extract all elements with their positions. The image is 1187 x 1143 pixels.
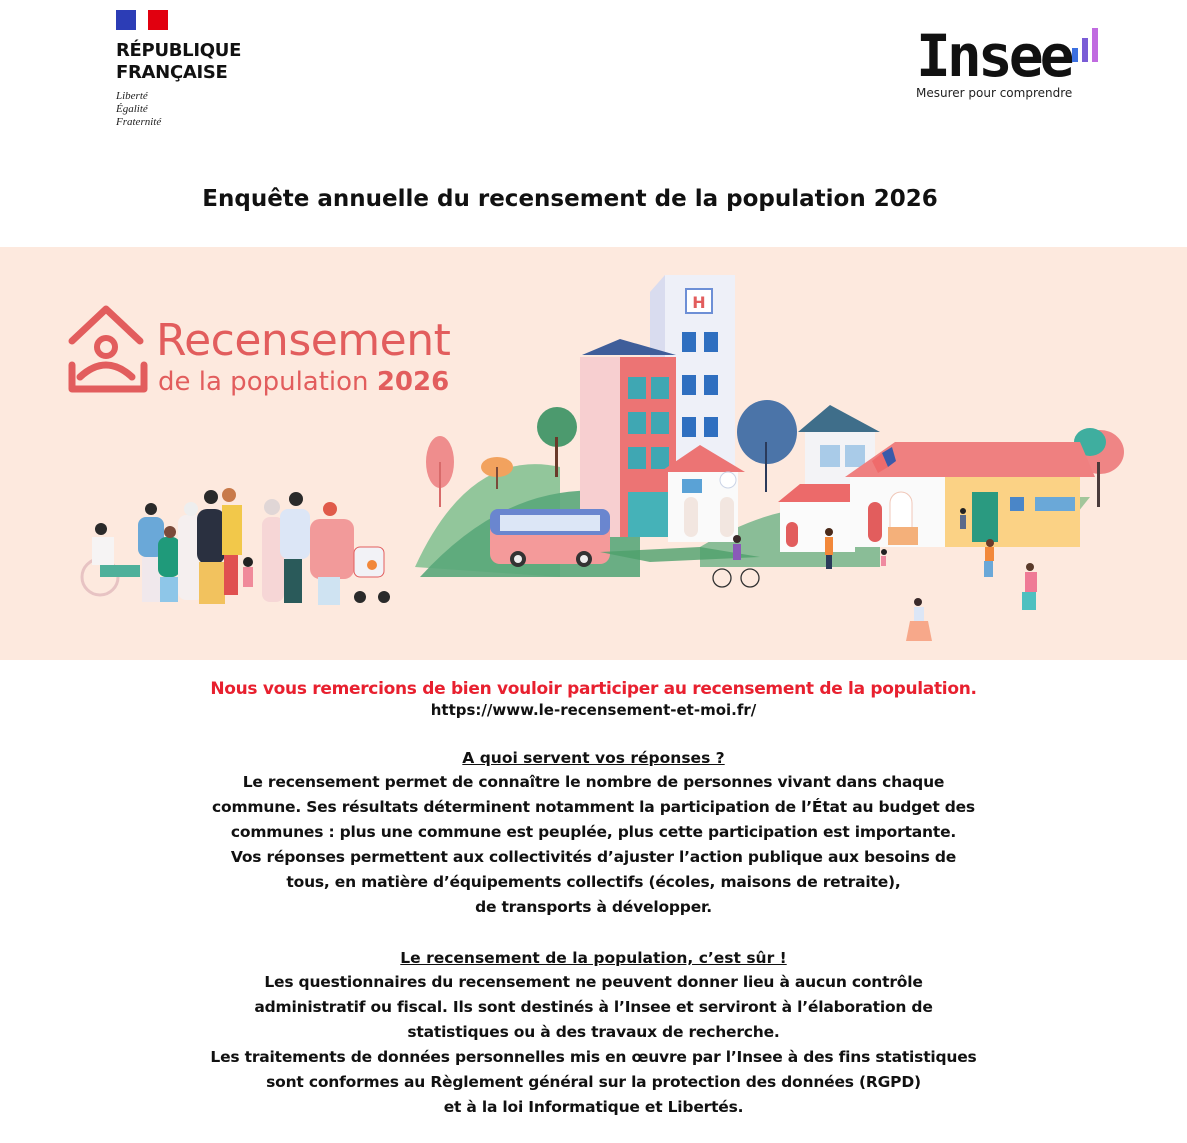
section-line: et à la loi Informatique et Libertés.: [443, 1098, 744, 1116]
census-banner: [0, 247, 1187, 660]
section-line: de transports à développer.: [475, 898, 712, 916]
town-illustration: [0, 247, 1187, 660]
section-heading: A quoi servent vos réponses ?: [462, 749, 725, 767]
thanks-message: Nous vous remercions de bien vouloir participer au recensement de la population.: [210, 679, 977, 699]
census-website-link[interactable]: https://www.le-recensement-et-moi.fr/: [430, 701, 757, 719]
house-person-icon: [66, 303, 152, 395]
republique-francaise-name: RÉPUBLIQUE FRANÇAISE: [116, 40, 242, 83]
insee-logo: [916, 24, 1106, 100]
republique-francaise-logo: [116, 10, 256, 129]
insee-tagline: Mesurer pour comprendre: [916, 86, 1073, 100]
section-line: Le recensement permet de connaître le nombre de personnes vivant dans chaque: [242, 773, 945, 791]
section-heading: Le recensement de la population, c’est sûr !: [400, 949, 787, 967]
insee-bars-icon: [1070, 26, 1100, 62]
section-line: communes : plus une commune est peuplée, plus cette participation est importante.: [230, 823, 957, 841]
section-line: commune. Ses résultats déterminent notamment la participation de l’État au budget des: [212, 798, 975, 816]
insee-wordmark: Insee: [916, 22, 1071, 90]
section-line: administratif ou fiscal. Ils sont destinés à l’Insee et serviront à l’élaboration de: [254, 998, 933, 1016]
marianne-flag-icon: [116, 10, 168, 30]
section-line: statistiques ou à des travaux de recherche.: [407, 1023, 780, 1041]
section-line: Les questionnaires du recensement ne peuvent donner lieu à aucun contrôle: [264, 973, 923, 991]
page-title: Enquête annuelle du recensement de la population 2026: [202, 186, 938, 212]
section-security: [0, 946, 1187, 1120]
hospital-sign: H: [692, 293, 706, 312]
main-content: [0, 678, 1187, 1120]
section-line: tous, en matière d’équipements collectifs (écoles, maisons de retraite),: [286, 873, 901, 891]
republique-motto: Liberté Égalité Fraternité: [116, 90, 162, 128]
section-line: Vos réponses permettent aux collectivités d’ajuster l’action publique aux besoins de: [230, 848, 957, 866]
section-purpose: [0, 746, 1187, 920]
section-line: Les traitements de données personnelles mis en œuvre par l’Insee à des fins statistiques: [210, 1048, 977, 1066]
section-line: sont conformes au Règlement général sur la protection des données (RGPD): [266, 1073, 921, 1091]
banner-year: 2026: [376, 367, 450, 397]
banner-title: Recensement: [156, 315, 451, 366]
banner-subtitle: de la population 2026: [158, 367, 450, 397]
